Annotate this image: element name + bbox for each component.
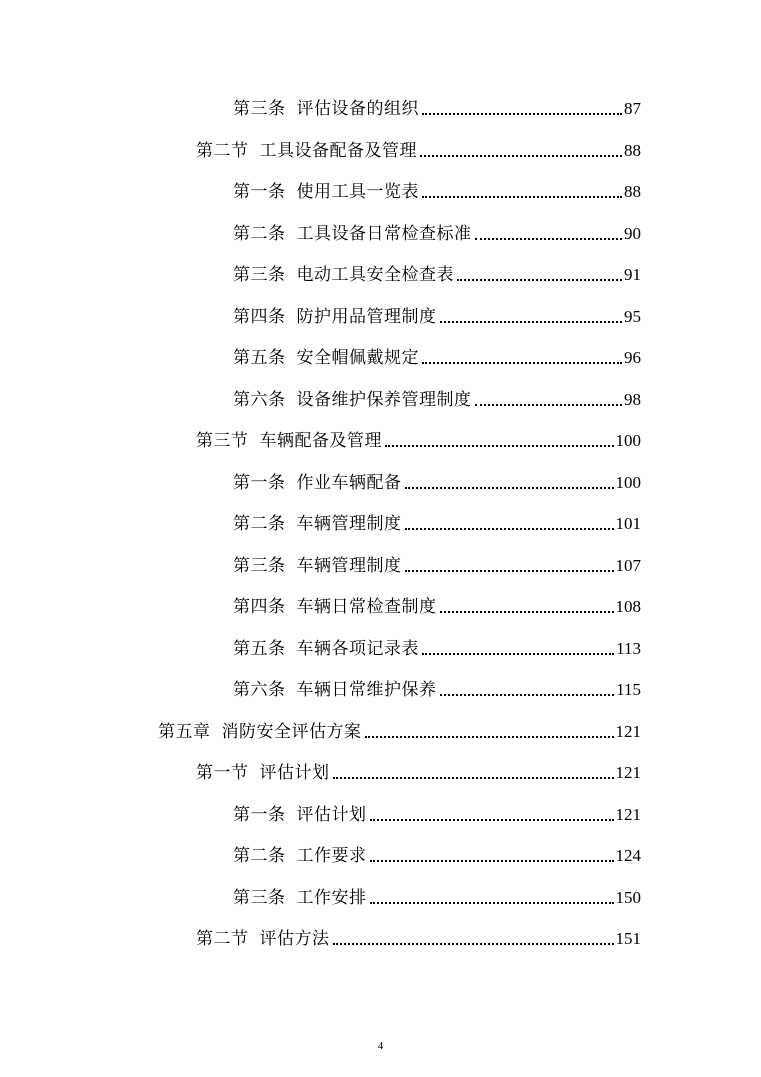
toc-entry-label: 第五条 [233,639,286,659]
toc-entry-label: 第一条 [233,805,286,825]
toc-dot-leader [370,860,614,862]
toc-entry-page: 113 [616,639,641,658]
toc-dot-leader [422,362,622,364]
toc-entry-page: 88 [624,182,641,201]
toc-dot-leader [333,777,614,779]
toc-dot-leader [405,487,614,489]
toc-entry-label: 第四条 [233,597,286,617]
toc-entry-title: 评估计划 [296,805,367,825]
toc-entry-title: 车辆各项记录表 [296,639,419,659]
toc-entry-title: 工具设备日常检查标准 [296,224,472,244]
toc-dot-leader [475,404,623,406]
toc-entry[interactable] [233,509,641,535]
toc-entry-title: 评估方法 [259,929,330,949]
toc-entry-page: 121 [615,805,641,824]
toc-entry-label: 第二节 [196,141,249,161]
toc-entry[interactable] [233,592,641,618]
toc-entry-title: 工作要求 [296,846,367,866]
toc-entry-page: 91 [624,265,641,284]
toc-entry-page: 121 [615,722,641,741]
toc-entry[interactable] [233,468,641,494]
toc-entry-page: 98 [624,390,641,409]
toc-entry[interactable] [233,385,641,411]
toc-dot-leader [422,196,622,198]
toc-entry-label: 第三条 [233,556,286,576]
toc-entry-title: 安全帽佩戴规定 [296,348,419,368]
toc-entry-page: 100 [615,473,641,492]
toc-dot-leader [370,902,614,904]
toc-entry-page: 87 [624,99,641,118]
toc-entry-page: 100 [615,431,641,450]
toc-dot-leader [333,943,614,945]
toc-dot-leader [405,570,614,572]
page-footer-number: 4 [377,1040,384,1052]
toc-entry-title: 车辆配备及管理 [259,431,382,451]
toc-dot-leader [422,653,614,655]
toc-entry-page: 108 [615,597,641,616]
toc-entry-title: 车辆管理制度 [296,514,402,534]
toc-entry[interactable] [233,883,641,909]
toc-entry-label: 第二节 [196,929,249,949]
toc-dot-leader [475,238,623,240]
toc-entry-label: 第五章 [158,722,211,742]
toc-entry-label: 第二条 [233,846,286,866]
toc-entry[interactable] [233,841,641,867]
toc-entry[interactable] [233,634,641,660]
toc-entry-label: 第一节 [196,763,249,783]
toc-entry[interactable] [196,758,641,784]
toc-dot-leader [440,694,615,696]
toc-entry[interactable] [233,177,641,203]
toc-entry-title: 车辆日常检查制度 [296,597,437,617]
toc-entry-title: 防护用品管理制度 [296,307,437,327]
toc-entry-page: 151 [615,929,641,948]
toc-entry-label: 第一条 [233,473,286,493]
toc-entry-title: 评估计划 [259,763,330,783]
toc-entry-label: 第一条 [233,182,286,202]
toc-entry-page: 101 [615,514,641,533]
toc-entry[interactable] [196,136,641,162]
toc-entry-label: 第二条 [233,514,286,534]
toc-entry-label: 第三条 [233,265,286,285]
toc-entry-title: 车辆管理制度 [296,556,402,576]
toc-entry-label: 第六条 [233,390,286,410]
toc-entry[interactable] [233,343,641,369]
toc-entry-title: 使用工具一览表 [296,182,419,202]
toc-entry-page: 95 [624,307,641,326]
toc-entry-page: 121 [615,763,641,782]
toc-entry-title: 作业车辆配备 [296,473,402,493]
toc-entry-title: 评估设备的组织 [296,99,419,119]
toc-entry[interactable] [233,675,641,701]
toc-entry-label: 第五条 [233,348,286,368]
toc-entry[interactable] [196,426,641,452]
toc-dot-leader [422,113,622,115]
toc-entry-label: 第四条 [233,307,286,327]
toc-dot-leader [365,736,614,738]
toc-entry[interactable] [158,717,641,743]
toc-entry[interactable] [233,260,641,286]
toc-entry-page: 96 [624,348,641,367]
toc-entry-label: 第六条 [233,680,286,700]
toc-dot-leader [385,445,614,447]
toc-dot-leader [457,279,622,281]
toc-entry[interactable] [233,219,641,245]
toc-dot-leader [370,819,614,821]
toc-entry[interactable] [233,94,641,120]
toc-entry-page: 124 [615,846,641,865]
toc-entry-label: 第二条 [233,224,286,244]
toc-entry-title: 电动工具安全检查表 [296,265,454,285]
toc-entry-label: 第三节 [196,431,249,451]
toc-entry[interactable] [233,551,641,577]
toc-entry[interactable] [233,800,641,826]
toc-entry-title: 工作安排 [296,888,367,908]
toc-dot-leader [440,611,614,613]
toc-dot-leader [420,155,622,157]
toc-entry-title: 车辆日常维护保养 [296,680,437,700]
toc-entry-page: 90 [624,224,641,243]
toc-entry-title: 消防安全评估方案 [221,722,362,742]
toc-entry-label: 第三条 [233,99,286,119]
toc-entry-page: 115 [616,680,641,699]
toc-entry-title: 工具设备配备及管理 [259,141,417,161]
toc-entry-title: 设备维护保养管理制度 [296,390,472,410]
toc-entry[interactable] [233,302,641,328]
toc-entry[interactable] [196,924,641,950]
toc-dot-leader [440,321,623,323]
toc-entry-page: 107 [615,556,641,575]
toc-entry-page: 150 [615,888,641,907]
toc-dot-leader [405,528,614,530]
toc-entry-page: 88 [624,141,641,160]
toc-entry-label: 第三条 [233,888,286,908]
